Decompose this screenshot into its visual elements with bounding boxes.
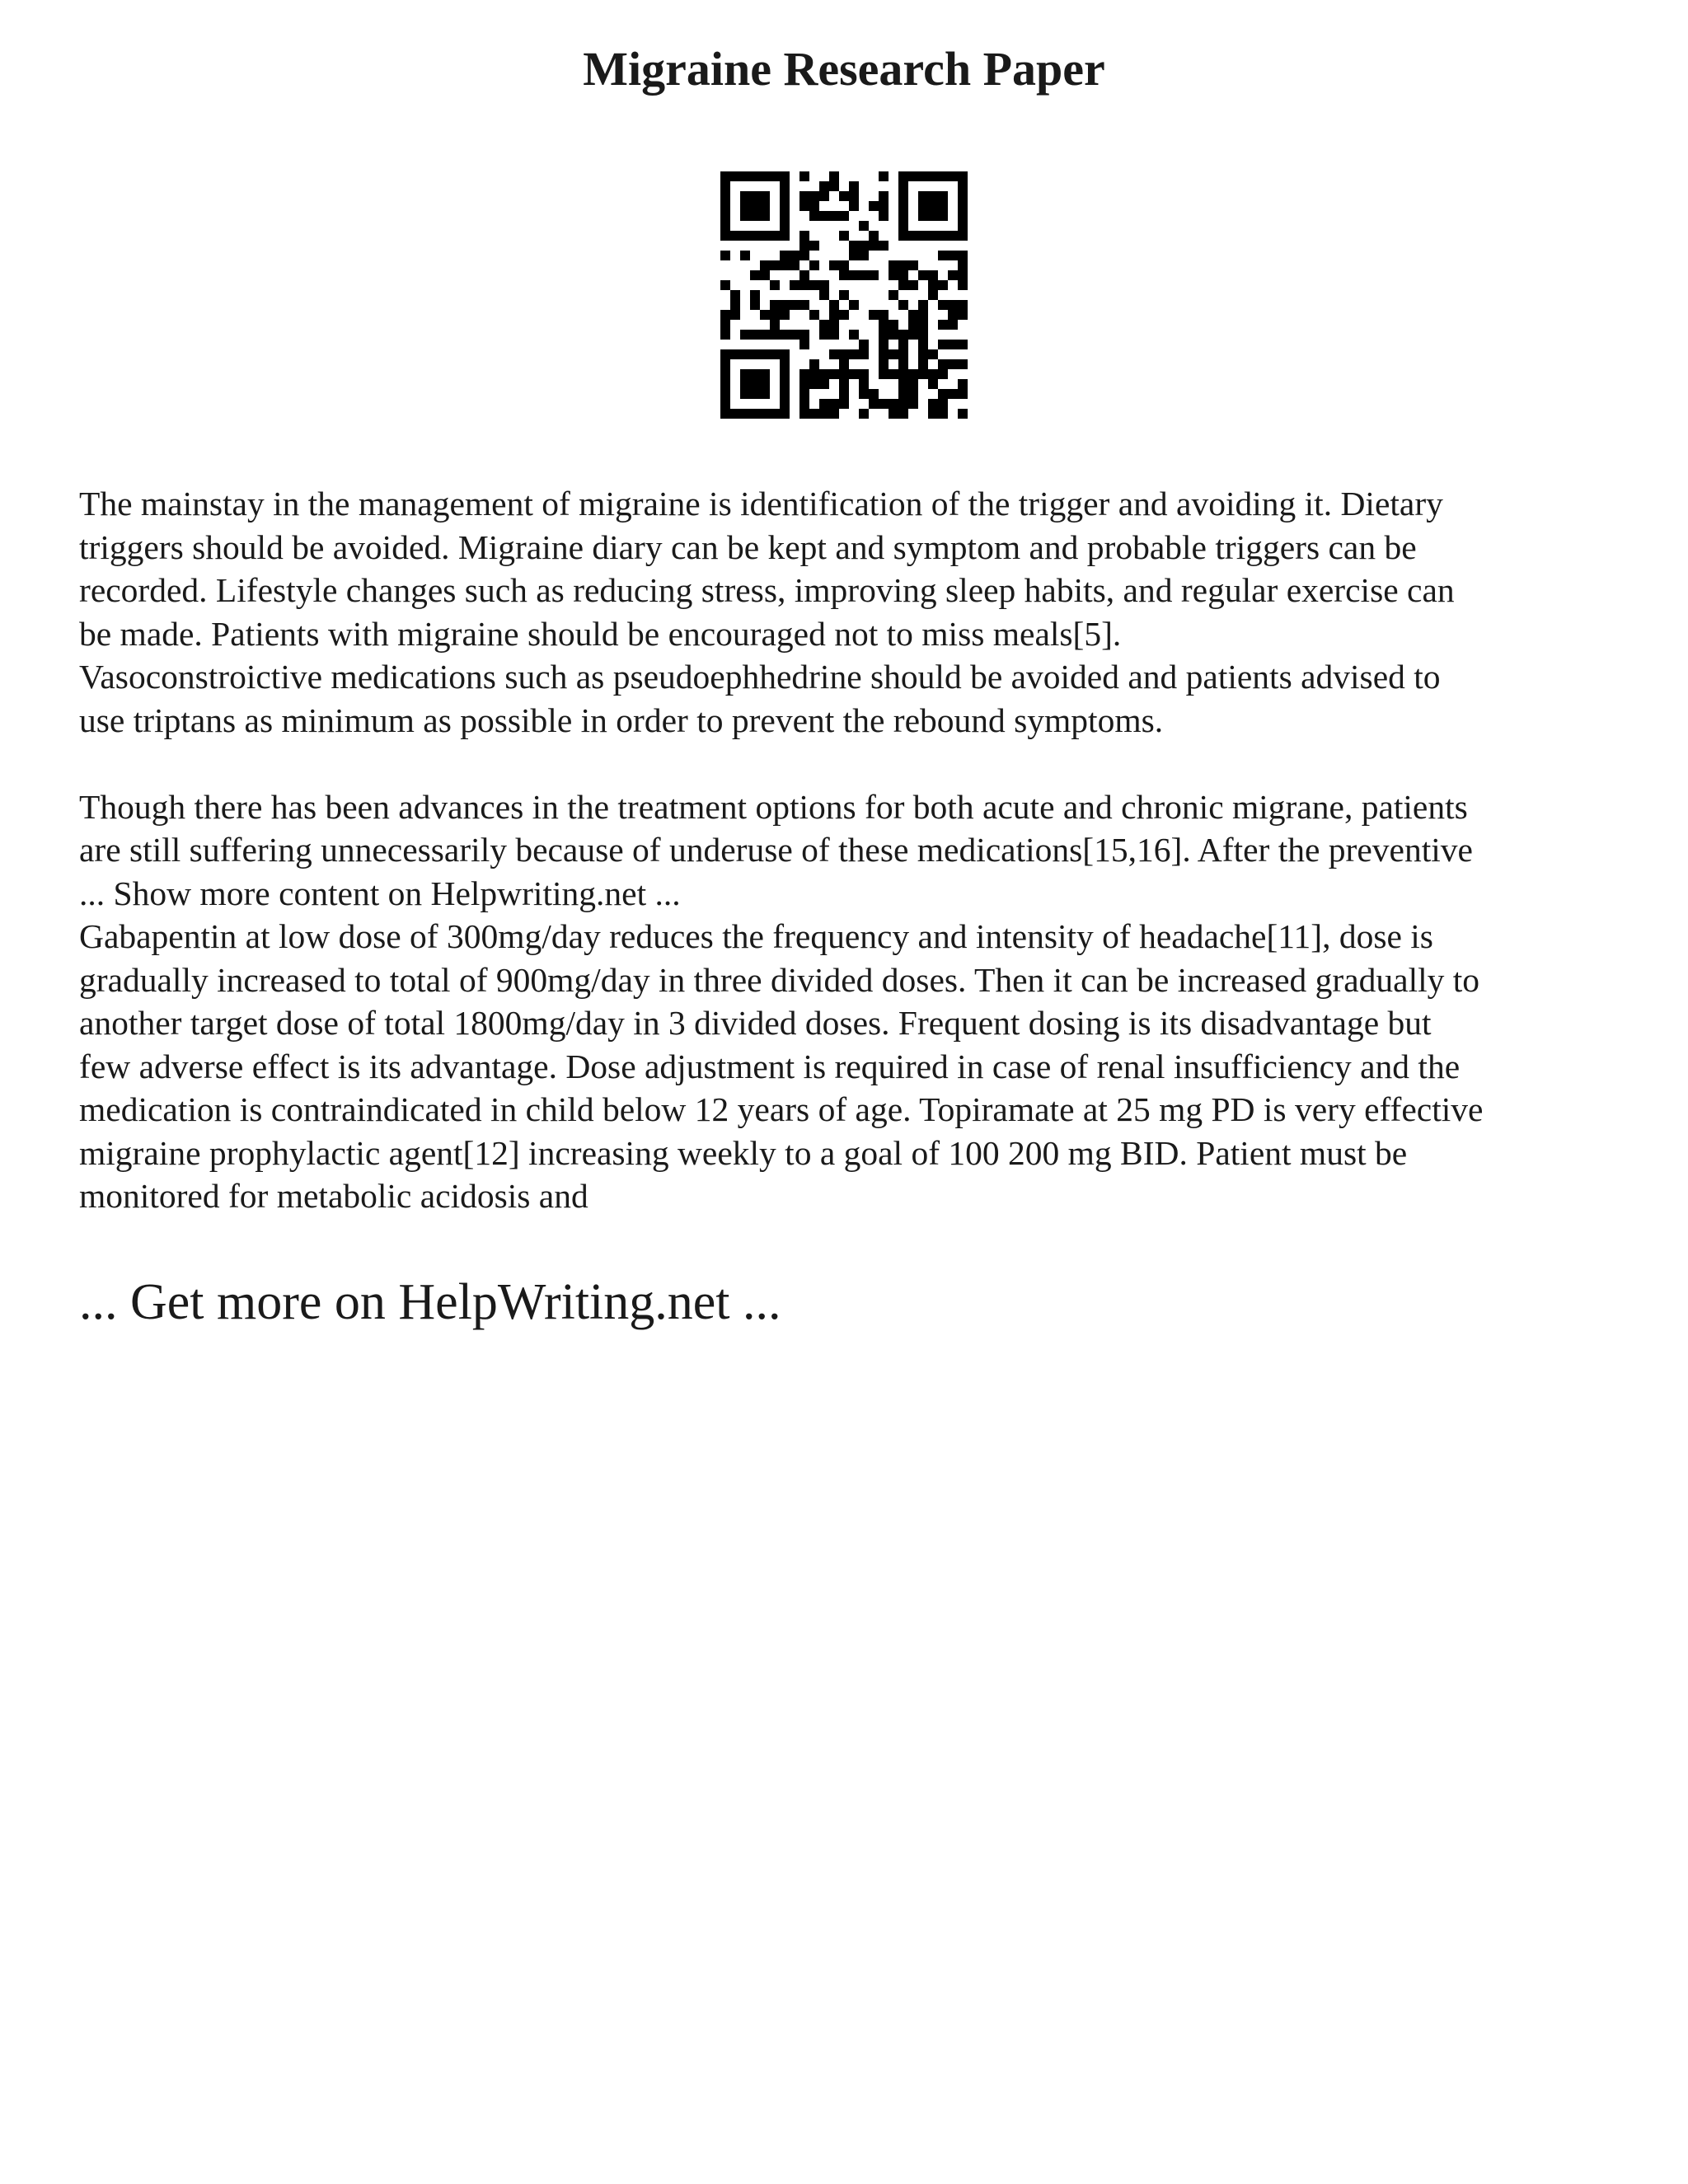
- paragraph-treatment: Though there has been advances in the treatment options for both acute and chronic migrane, patients are still suffering unnecessarily because of underuse of these medications[15,16]. After the preventive ... Show more content on Helpwriting.net ...: [79, 787, 1473, 912]
- article-body: [79, 482, 1629, 1218]
- get-more-link[interactable]: ... Get more on HelpWriting.net ...: [79, 1274, 781, 1330]
- paragraph-gap: [79, 742, 1629, 785]
- paragraph-management: The mainstay in the management of migraine is identification of the trigger and avoiding it. Dietary triggers should be avoided. Migraine diary can be kept and symptom and probable triggers can be recorded. Lifestyle changes such as reducing stress, improving sleep habits, and regular exercise can be made. Patients with migraine should be encouraged not to miss meals[5]. Vasoconstroictive medications such as pseudoephhedrine should be avoided and patients advised to use triptans as minimum as possible in order to prevent the rebound symptoms.: [79, 485, 1455, 739]
- paragraph-gabapentin: Gabapentin at low dose of 300mg/day reduces the frequency and intensity of headache[11], dose is gradually increased to total of 900mg/day in three divided doses. Then it can be increased gradually to another target dose of total 1800mg/day in 3 divided doses. Frequent dosing is its disadvantage but few adverse effect is its advantage. Dose adjustment is required in case of renal insufficiency and the medication is contraindicated in child below 12 years of age. Topiramate at 25 mg PD is very effective migraine prophylactic agent[12] increasing weekly to a goal of 100 200 mg BID. Patient must be monitored for metabolic acidosis and: [79, 917, 1484, 1215]
- page-title: Migraine Research Paper: [583, 42, 1105, 96]
- qr-code-icon: [720, 171, 968, 419]
